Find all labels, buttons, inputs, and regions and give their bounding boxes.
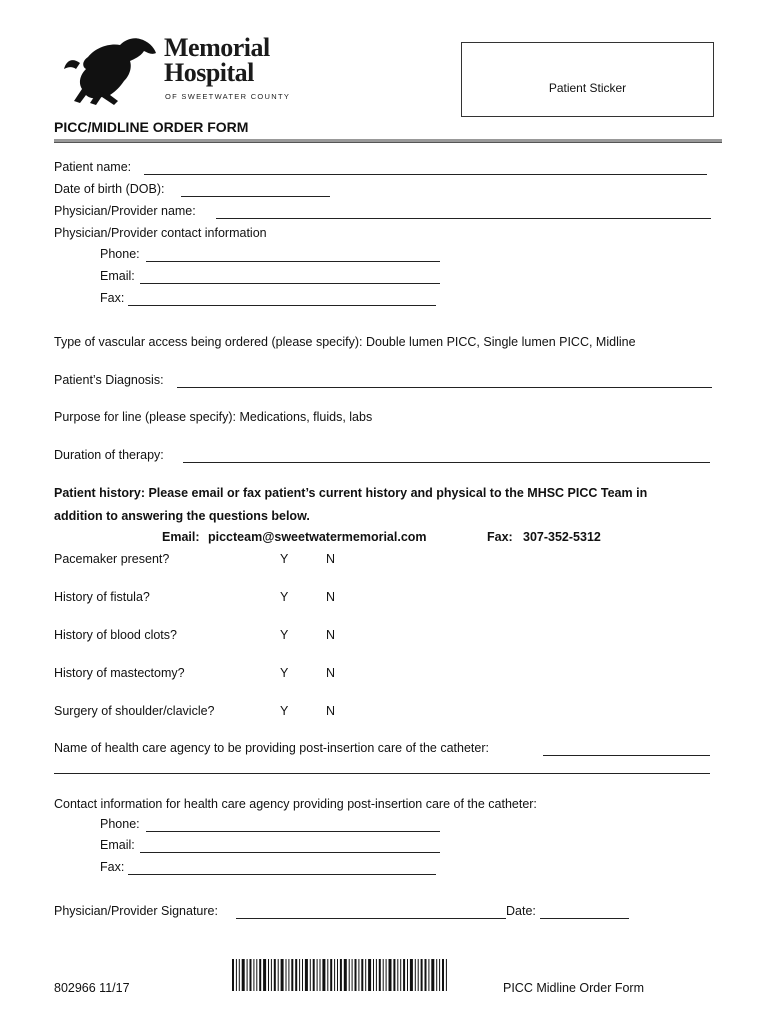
physician-contact-heading: Physician/Provider contact information (54, 226, 267, 240)
agency-name-field[interactable] (543, 755, 710, 756)
horse-icon (60, 33, 160, 107)
shoulder-surgery-yes[interactable]: Y (280, 704, 289, 718)
blood-clots-no[interactable]: N (326, 628, 336, 642)
agency-fax-label: Fax: (100, 860, 125, 874)
question-fistula: History of fistula? (54, 590, 150, 604)
patient-sticker-box (461, 42, 714, 117)
physician-email-label: Email: (100, 269, 135, 283)
agency-fax-field[interactable] (128, 874, 436, 875)
agency-name-label: Name of health care agency to be providing post-insertion care of the catheter: (54, 741, 489, 755)
patient-sticker-label: Patient Sticker (548, 81, 627, 95)
agency-contact-heading: Contact information for health care agency providing post-insertion care of the catheter: (54, 797, 537, 811)
physician-phone-field[interactable] (146, 261, 440, 262)
agency-email-field[interactable] (140, 852, 440, 853)
blood-clots-yes[interactable]: Y (280, 628, 289, 642)
fistula-no[interactable]: N (326, 590, 336, 604)
mastectomy-yes[interactable]: Y (280, 666, 289, 680)
fistula-yes[interactable]: Y (280, 590, 289, 604)
duration-field[interactable] (183, 462, 710, 463)
physician-name-label: Physician/Provider name: (54, 204, 196, 218)
pacemaker-yes[interactable]: Y (280, 552, 289, 566)
patient-name-field[interactable] (144, 174, 707, 175)
question-pacemaker: Pacemaker present? (54, 552, 170, 566)
duration-label: Duration of therapy: (54, 448, 164, 462)
question-shoulder-surgery: Surgery of shoulder/clavicle? (54, 704, 215, 718)
logo-line-3: OF SWEETWATER COUNTY (165, 92, 291, 101)
patient-name-label: Patient name: (54, 160, 132, 174)
pacemaker-no[interactable]: N (326, 552, 336, 566)
mastectomy-no[interactable]: N (326, 666, 336, 680)
logo-line-2: Hospital (164, 58, 254, 87)
diagnosis-field[interactable] (177, 387, 712, 388)
dob-label: Date of birth (DOB): (54, 182, 165, 196)
agency-phone-field[interactable] (146, 831, 440, 832)
purpose-text: Purpose for line (please specify): Medications, fluids, labs (54, 410, 373, 424)
picc-fax-label: Fax: (487, 530, 513, 544)
title-divider (54, 139, 722, 143)
picc-email-value: piccteam@sweetwatermemorial.com (208, 530, 427, 544)
form-title: PICC/MIDLINE ORDER FORM (54, 119, 249, 135)
diagnosis-label: Patient’s Diagnosis: (54, 373, 164, 387)
physician-phone-label: Phone: (100, 247, 140, 261)
picc-email-label: Email: (162, 530, 200, 544)
question-blood-clots: History of blood clots? (54, 628, 177, 642)
form-code: 802966 11/17 (54, 981, 130, 995)
physician-email-field[interactable] (140, 283, 440, 284)
history-instruction-2: addition to answering the questions below. (54, 509, 310, 523)
date-label: Date: (506, 904, 536, 918)
dob-field[interactable] (181, 196, 330, 197)
physician-fax-field[interactable] (128, 305, 436, 306)
agency-phone-label: Phone: (100, 817, 140, 831)
history-instruction-1: Patient history: Please email or fax patient’s current history and physical to the MHSC PICC Team in (54, 486, 648, 500)
signature-field[interactable] (236, 918, 506, 919)
date-field[interactable] (540, 918, 629, 919)
hospital-logo (60, 33, 292, 107)
physician-fax-label: Fax: (100, 291, 125, 305)
agency-name-field-continued[interactable] (54, 773, 710, 774)
vascular-access-text: Type of vascular access being ordered (please specify): Double lumen PICC, Single lumen PICC, Midline (54, 335, 636, 349)
logo-line-1: Memorial (164, 33, 270, 62)
picc-fax-value: 307-352-5312 (523, 530, 601, 544)
shoulder-surgery-no[interactable]: N (326, 704, 336, 718)
physician-name-field[interactable] (216, 218, 711, 219)
signature-label: Physician/Provider Signature: (54, 904, 218, 918)
barcode (232, 959, 467, 991)
footer-form-name: PICC Midline Order Form (503, 981, 644, 995)
agency-email-label: Email: (100, 838, 135, 852)
question-mastectomy: History of mastectomy? (54, 666, 185, 680)
